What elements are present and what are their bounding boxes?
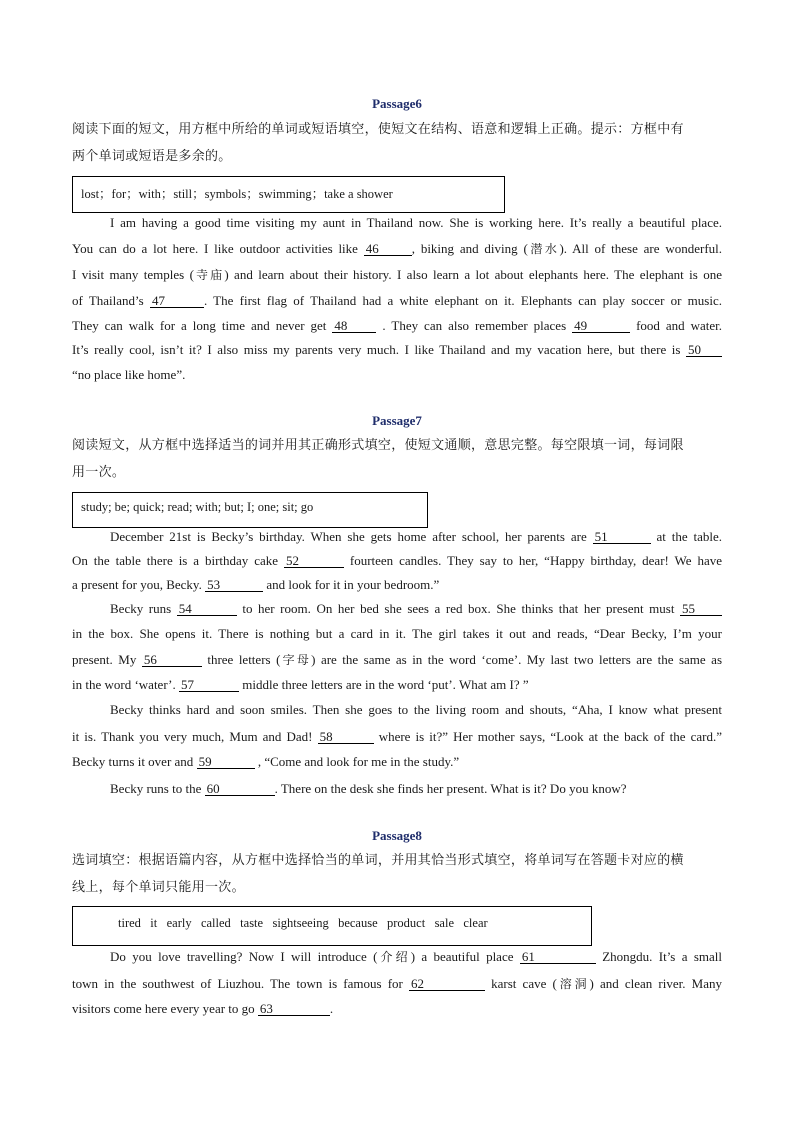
passage-line: present. My 56 three letters (字母) are the same as in the word ‘come’. My last two letters are the same as [72, 652, 723, 667]
answer-blank-59[interactable]: 59 [197, 755, 255, 769]
passage-line: visitors come here every year to go 63 . [72, 1001, 334, 1016]
passage-line: It’s really cool, isn’t it? I also miss my parents very much. I like Thailand and my vacation here, but there is 50 [72, 342, 722, 358]
answer-blank-60[interactable]: 60 [205, 782, 275, 796]
passage-line: I visit many temples (寺庙) and learn about their history. I also learn a lot about elephants here. The elephant is one [72, 267, 722, 282]
instruction-line: 线上，每个单词只能用一次。 [72, 880, 245, 895]
passage-line: On the table there is a birthday cake 52 fourteen candles. They say to her, “Happy birthday, dear! We have [72, 553, 723, 568]
passage6-instructions [72, 116, 722, 170]
passage-line: Becky runs 54 to her room. On her bed she sees a red box. She thinks that her present must 55 [72, 601, 722, 617]
answer-blank-47[interactable]: 47 [150, 294, 204, 308]
answer-blank-49[interactable]: 49 [572, 319, 630, 333]
passage-line: Do you love travelling? Now I will introduce (介绍) a beautiful place 61 Zhongdu. It’s a small [110, 949, 723, 964]
word-box-text: tired it early called taste sightseeing because product sale clear [118, 916, 488, 930]
passage-line: it is. Thank you very much, Mum and Dad! 58 where is it?” Her mother says, “Look at the back of the card.” [72, 729, 723, 744]
passage7-title: Passage7 [372, 413, 422, 428]
answer-blank-63[interactable]: 63 [258, 1002, 330, 1016]
passage-line: Becky thinks hard and soon smiles. Then she goes to the living room and shouts, “Aha, I know what present [110, 702, 722, 717]
passage-line: You can do a lot here. I like outdoor activities like 46 , biking and diving (潜水). All of these are wonderful. [72, 241, 723, 256]
answer-blank-56[interactable]: 56 [142, 653, 202, 667]
instruction-line: 两个单词或短语是多余的。 [72, 149, 232, 164]
passage-line: in the box. She opens it. There is nothing but a card in it. The girl takes it out and reads, “Dear Becky, I’m your [72, 626, 722, 641]
passage-line: of Thailand’s 47 . The first flag of Thailand had a white elephant on it. Elephants can play soccer or music. [72, 293, 722, 308]
answer-blank-61[interactable]: 61 [520, 950, 596, 964]
answer-blank-51[interactable]: 51 [593, 530, 651, 544]
answer-blank-58[interactable]: 58 [318, 730, 374, 744]
passage8-instructions [72, 847, 722, 901]
answer-blank-55[interactable]: 55 [680, 602, 722, 616]
passage7-instructions [72, 432, 722, 486]
answer-blank-62[interactable]: 62 [409, 977, 485, 991]
passage-line: December 21st is Becky’s birthday. When she gets home after school, her parents are 51 at the table. [110, 529, 723, 544]
passage-line: town in the southwest of Liuzhou. The town is famous for 62 karst cave (溶洞) and clean river. Many [72, 976, 722, 991]
instruction-line: 阅读下面的短文，用方框中所给的单词或短语填空，使短文在结构、语意和逻辑上正确。提示：方框中有 [72, 122, 684, 137]
word-box [72, 906, 592, 946]
instruction-line: 用一次。 [72, 465, 126, 480]
answer-blank-57[interactable]: 57 [179, 678, 239, 692]
word-box [72, 176, 505, 213]
passage-line: “no place like home”. [72, 367, 186, 382]
passage-line: Becky runs to the 60 . There on the desk she finds her present. What is it? Do you know? [110, 781, 627, 796]
answer-blank-53[interactable]: 53 [205, 578, 263, 592]
answer-blank-48[interactable]: 48 [332, 319, 376, 333]
answer-blank-46[interactable]: 46 [364, 242, 412, 256]
passage8-title: Passage8 [372, 828, 422, 843]
word-box [72, 492, 428, 528]
passage-line: I am having a good time visiting my aunt in Thailand now. She is working here. It’s really a beautiful place. [110, 215, 722, 230]
word-box-text: lost；for；with；still；symbols；swimming；take a shower [81, 187, 393, 201]
answer-blank-50[interactable]: 50 [686, 343, 722, 357]
passage-line: They can walk for a long time and never get 48 . They can also remember places 49 food and water. [72, 318, 723, 333]
passage6-title: Passage6 [372, 96, 422, 111]
passage-line: in the word ‘water’. 57 middle three letters are in the word ‘put’. What am I? ” [72, 677, 529, 692]
passage-line: a present for you, Becky. 53 and look for it in your bedroom.” [72, 577, 440, 592]
word-box-text: study; be; quick; read; with; but; I; one; sit; go [81, 500, 314, 514]
instruction-line: 选词填空：根据语篇内容，从方框中选择恰当的单词，并用其恰当形式填空，将单词写在答题卡对应的横 [72, 853, 684, 868]
answer-blank-52[interactable]: 52 [284, 554, 344, 568]
instruction-line: 阅读短文，从方框中选择适当的词并用其正确形式填空，使短文通顺，意思完整。每空限填一词，每词限 [72, 438, 684, 453]
answer-blank-54[interactable]: 54 [177, 602, 237, 616]
passage-line: Becky turns it over and 59 , “Come and look for me in the study.” [72, 754, 460, 769]
